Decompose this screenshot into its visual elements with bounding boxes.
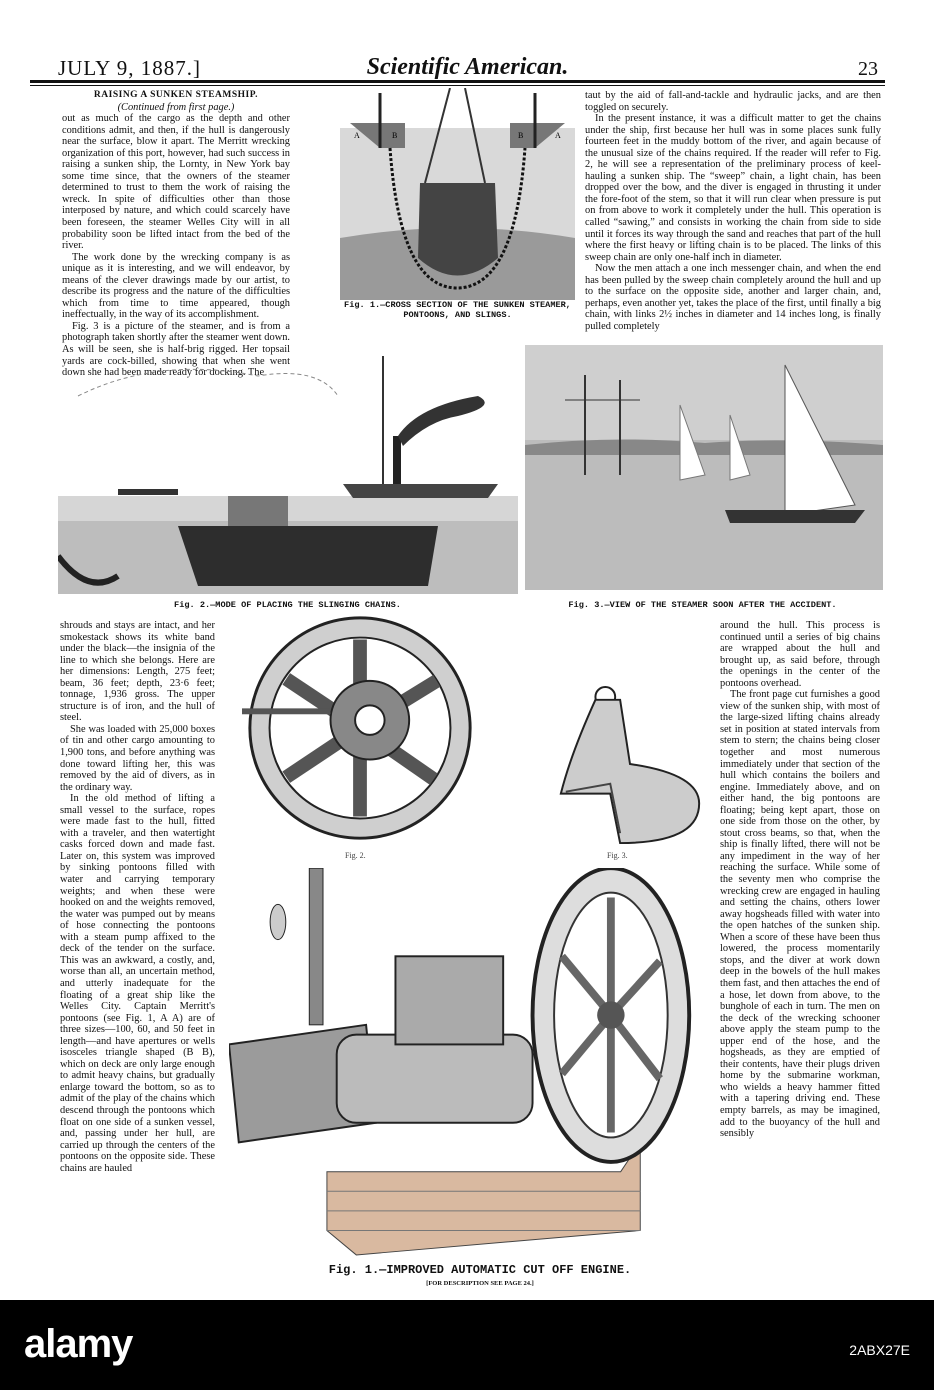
masthead: Scientific American. [366, 54, 569, 80]
engine-description-note: [FOR DESCRIPTION SEE PAGE 24.] [426, 1280, 534, 1287]
page-number: 23 [858, 58, 878, 80]
article-subtitle: (Continued from first page.) [117, 101, 235, 113]
fig1-label-b: B [392, 131, 398, 140]
paragraph: In the present instance, it was a difficult matter to get the chains under the ship, first because her hull was in some places sunk fully fourteen feet in the muddy bottom of the river, and again because of the unusual size of the chains required. If the reader will refer to Fig. 2, he will see a representation of the preliminary process of keel-hauling a sunken ship. The “sweep” chain, a light chain, has been dropped over the bow, and the diver is engaged in thrusting it under the fore-foot of the stem, so that it will run clear when pressure is put on from above to work it completely under the hull. This operation is called “sawing,” and consists in working the chain from side to side until it forces its way through the sand and reaches that part of the hull where the first heavy or lifting chain is to be placed. The links of this sweep chain are only one-half inch in diameter. [585, 113, 881, 263]
issue-date: JULY 9, 1887.] [58, 56, 201, 80]
cross-section-illustration [340, 88, 575, 300]
fig1-label-a: A [555, 131, 561, 140]
engine-caption: Fig. 1.—IMPROVED AUTOMATIC CUT OFF ENGINE. [328, 1263, 632, 1277]
article-column-4 [720, 620, 880, 1140]
slinging-chains-illustration [58, 336, 518, 594]
article-column-2 [585, 90, 881, 332]
paragraph: The front page cut furnishes a good view of the sunken ship, with most of the large-sized lifting chains already set in position at stated intervals from stem to stern; the chains being closer together and most numerous immediately under that section of the hull which contains the boilers and engine. Immediately above, and on either hand, the big pontoons are floating; being kept apart, those on one side from those on the other, by stout cross beams, so that, when the ship is finally lifted, there will not be any impediment in the way of her reaching the surface. While some of the seventy men who comprise the wrecking crew are engaged in hauling and setting the chains, others lower away hogsheads filled with water into the open hatches of the sunken ship. When a score of these have been thus lowered, the process momentarily stops, and the diver at work down deep in the bowels of the hull makes them fast, and then attaches the end of a hose, let down from above, to the bunghole of each in turn. The men on the deck of the wrecking schooner above apply the steam pump to the upper end of the hose, and the hogsheads, as they are emptied of their contents, have their plugs driven home by the submarine workman, who wields a heavy hammer fitted with a tapering driving end. These empty barrels, as may be imagined, add to the buoyancy of the hull and sensibly [720, 689, 880, 1140]
paragraph: taut by the aid of fall-and-tackle and hydraulic jacks, and are then toggled on securely. [585, 90, 881, 113]
paragraph: The work done by the wrecking company is as unique as it is interesting, and we will endeavor, by means of the clever drawings made by our artist, to describe its progress and the nature of the difficulties which from time to time appeared, though ineffectually, in the way of its accomplishment. [62, 251, 290, 321]
paragraph: She was loaded with 25,000 boxes of tin and other cargo amounting to 1,900 tons, and before anything was done toward lifting her, this was removed by the aid of divers, as in the ordinary way. [60, 723, 215, 793]
article-column-3 [60, 620, 215, 1174]
flywheel-governor-illustration [240, 612, 480, 848]
header-rule [30, 80, 885, 83]
cut-off-engine-illustration [229, 868, 699, 1260]
image-id: 2ABX27E [849, 1342, 910, 1358]
paragraph: Fig. 3 is a picture of the steamer, and is from a photograph taken shortly after the steamer went down. As will be seen, she is half-brig rigged. Her topsail yards are cock-billed, showing that when she went down she had been made ready for docking. The [62, 320, 290, 379]
article-title: RAISING A SUNKEN STEAMSHIP. [93, 90, 259, 100]
paragraph: Now the men attach a one inch messenger chain, and when the end has been pulled by the sweep chain completely around the hull and up to the surface on the opposite side, another and larger chain, and, perhaps, even another yet, takes the place of the first, until finally a big chain, with links 2½ inches in diameter and 14 inches long, is finally pulled completely [585, 263, 881, 332]
fig1-label-a: A [354, 131, 360, 140]
fig1-label-b: B [518, 131, 524, 140]
fig1-caption: Fig. 1.—CROSS SECTION OF THE SUNKEN STEAMER, PONTOONS, AND SLINGS. [344, 300, 571, 320]
steamer-photo-illustration [525, 345, 883, 590]
alamy-logo: alamy [24, 1322, 133, 1366]
paragraph: shrouds and stays are intact, and her smokestack shows its white band under the black—the insignia of the line to which she belongs. Here are her dimensions: Length, 275 feet; beam, 36 feet; depth, 23·6 feet; tonnage, 1,936 gross. The upper structure is of iron, and the hull of steel. [60, 620, 215, 724]
paragraph: In the old method of lifting a small vessel to the surface, ropes were made fast to the hull, fitted with a traveler, and then watertight casks forced down and made fast. Later on, this system was improved by sinking pontoons filled with water and carrying temporary weights; and when these were hooked on and the weights removed, the water was pumped out by means of hose connecting the pontoons with a steam pump affixed to the deck of the tender on the surface. This was an awkward, a costly, and, worse than all, an uncertain method, and utterly inadequate for the floating of a great ship like the Welles City. Captain Merritt's pontoons (see Fig. 1, A A) are of three sizes—100, 60, and 50 feet in length—and have apertures or wells isosceles triangle shaped (B B), which on deck are only large enough to admit heavy chains, but gradually enlarge toward the bottom, so as to admit of the play of the chains which descend through the pontoons which float on one side of a sunken vessel, and, passing under her hull, are carried up through the centers of the pontoons on the opposite side. These chains are hauled [60, 793, 215, 1174]
lever-figure-label: Fig. 3. [607, 851, 628, 860]
watermark-band [0, 1300, 934, 1390]
cam-lever-illustration [550, 685, 710, 848]
fig2-caption: Fig. 2.—MODE OF PLACING THE SLINGING CHAINS. [174, 600, 401, 610]
paragraph: around the hull. This process is continued until a series of big chains are wrapped about the hull and brought up, as said before, through the openings in the center of the pontoons overhead. [720, 620, 880, 689]
fig3-caption: Fig. 3.—VIEW OF THE STEAMER SOON AFTER THE ACCIDENT. [568, 600, 837, 610]
wheel-figure-label: Fig. 2. [345, 851, 366, 860]
paragraph: out as much of the cargo as the depth and other conditions admit, and then, if the hull is dangerously near the surface, blow it apart. The Merritt wrecking organization of this port, however, had such success in raising a sunken ship, the Lornty, in New York bay some time since, that the owners of the steamer determined to trust to them the work of raising the wreck. In spite of difficulties other than those interposed by nature, and which could scarcely have been foreseen, the steamer Welles City will in all probability soon be lifted intact from the bed of the river. [62, 113, 290, 252]
header-rule-thin [30, 85, 885, 86]
